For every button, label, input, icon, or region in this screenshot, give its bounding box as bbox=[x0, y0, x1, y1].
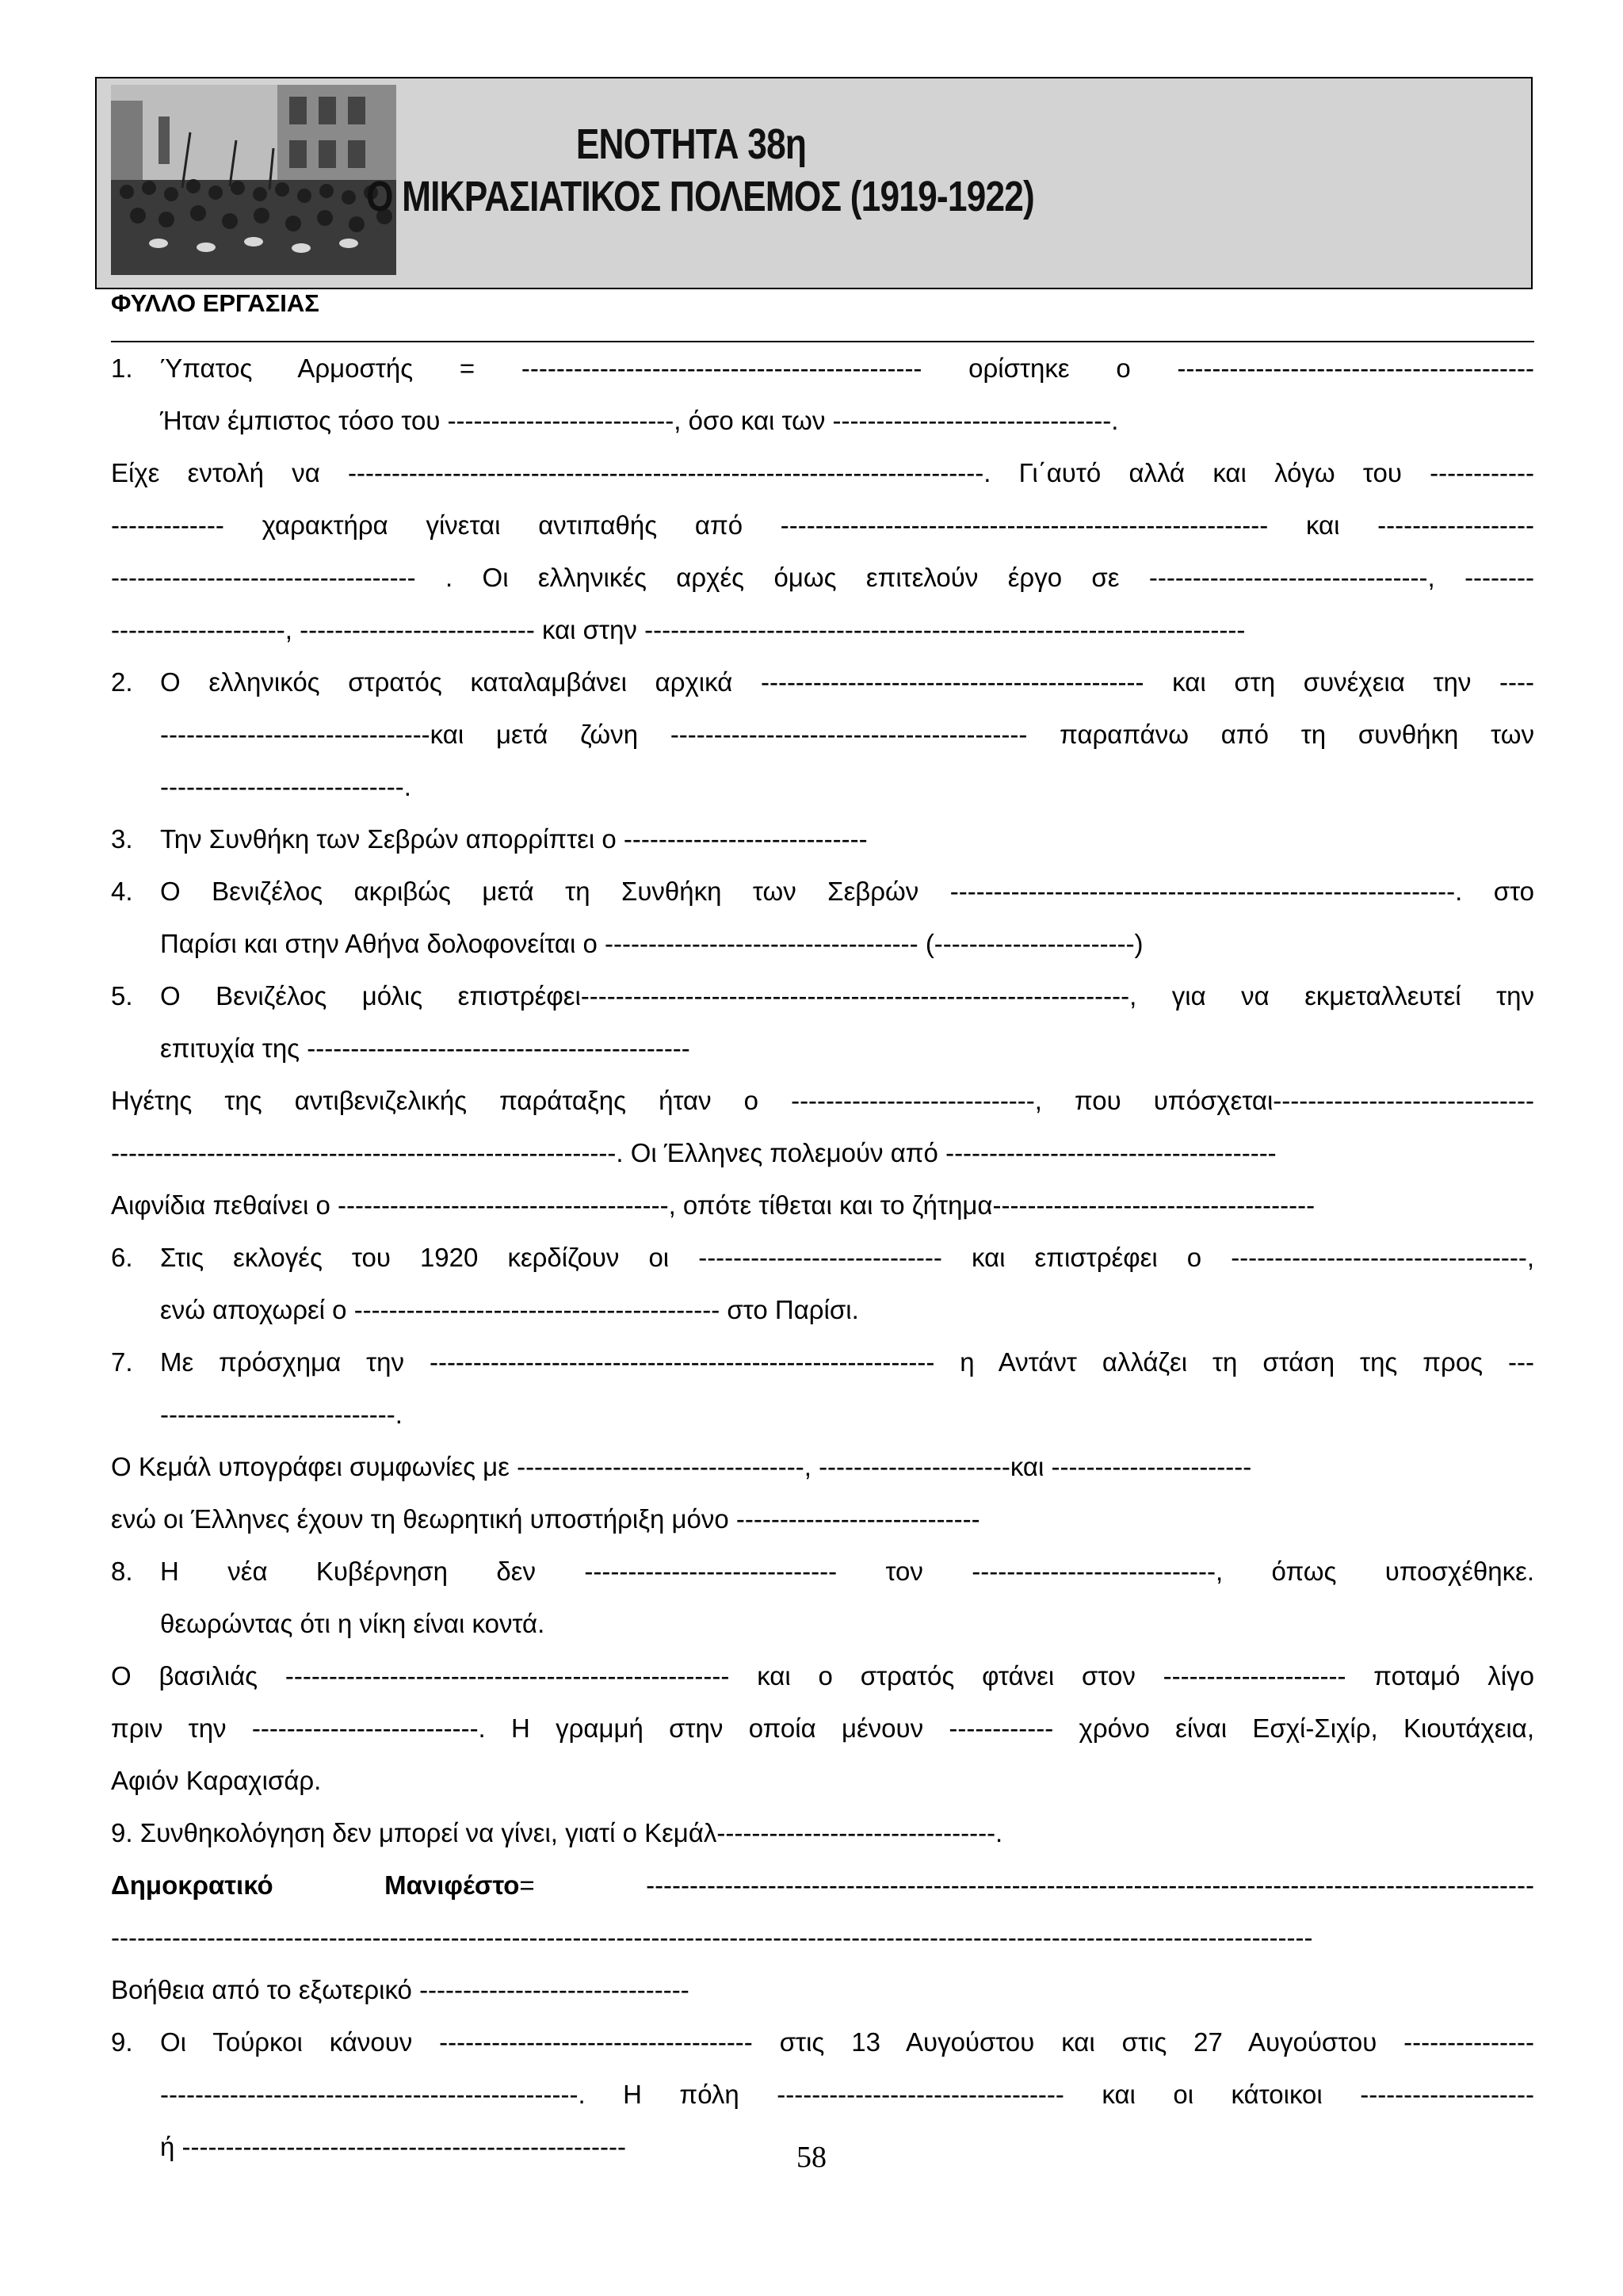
worksheet-line bbox=[111, 1389, 1534, 1441]
worksheet-line bbox=[111, 1232, 1534, 1284]
worksheet-line bbox=[111, 447, 1534, 499]
line-text: --------------------, --------------------------- και στην --------------------------------------------------------------------- bbox=[111, 615, 1246, 644]
worksheet-line bbox=[111, 1022, 1534, 1075]
line-text: Ήταν έμπιστος τόσο του --------------------------, όσο και των --------------------------------. bbox=[160, 406, 1119, 435]
line-text: Με πρόσχημα την ---------------------------------------------------------- η Αντάντ αλλάζει τη στάση της προς --- bbox=[160, 1347, 1534, 1377]
worksheet-line bbox=[111, 2069, 1534, 2121]
item-number: 8. bbox=[111, 1557, 133, 1586]
header-box bbox=[95, 77, 1533, 289]
worksheet-line bbox=[111, 499, 1534, 552]
historical-crowd-photo bbox=[111, 85, 396, 275]
unit-title bbox=[366, 118, 1034, 223]
line-text: 9. Συνθηκολόγηση δεν μπορεί να γίνει, γιατί ο Κεμάλ--------------------------------. bbox=[111, 1818, 1003, 1847]
line-text: πριν την --------------------------. Η γραμμή στην οποία μένουν ------------ χρόνο είναι Εσχί-Σιχίρ, Κιουτάχεια, bbox=[111, 1713, 1534, 1743]
worksheet-line bbox=[111, 1127, 1534, 1179]
worksheet-line bbox=[111, 2016, 1534, 2069]
worksheet-line bbox=[111, 1755, 1534, 1807]
line-text: Οι Τούρκοι κάνουν ------------------------------------ στις 13 Αυγούστου και στις 27 Αυγούστου --------------- bbox=[160, 2027, 1534, 2057]
item-number: 2. bbox=[111, 667, 133, 697]
line-text: Ηγέτης της αντιβενιζελικής παράταξης ήταν ο ----------------------------, που υπόσχεται------------------------------ bbox=[111, 1086, 1534, 1115]
line-text: ή --------------------------------------------------- bbox=[160, 2132, 626, 2161]
worksheet-line bbox=[111, 342, 1534, 395]
worksheet-line bbox=[111, 1807, 1534, 1859]
worksheet-line bbox=[111, 1336, 1534, 1389]
line-text: ενώ αποχωρεί ο ------------------------------------------ στο Παρίσι. bbox=[160, 1295, 859, 1324]
worksheet-line bbox=[111, 1441, 1534, 1493]
line-text: Ο ελληνικός στρατός καταλαμβάνει αρχικά -------------------------------------------- και στη συνέχεια την ---- bbox=[160, 667, 1534, 697]
line-text: Στις εκλογές του 1920 κερδίζουν οι ---------------------------- και επιστρέφει ο ----------------------------------, bbox=[160, 1243, 1534, 1272]
worksheet-line bbox=[111, 395, 1534, 447]
bold-term: Δημοκρατικό Μανιφέστο bbox=[111, 1870, 520, 1900]
worksheet-line bbox=[111, 1598, 1534, 1650]
line-text: ------------------------------------------------. Η πόλη --------------------------------- και οι κάτοικοι -------------------- bbox=[160, 2080, 1534, 2109]
worksheet-line bbox=[111, 1650, 1534, 1702]
worksheet-line bbox=[111, 656, 1534, 709]
worksheet-line bbox=[111, 813, 1534, 865]
line-text: Την Συνθήκη των Σεβρών απορρίπτει ο ---------------------------- bbox=[160, 824, 868, 854]
line-text: Αφιόν Καραχισάρ. bbox=[111, 1766, 322, 1795]
crowd-photo-illustration bbox=[111, 85, 396, 275]
worksheet-line bbox=[111, 552, 1534, 604]
line-text: ----------------------------. bbox=[160, 772, 411, 801]
line-text: ------------- χαρακτήρα γίνεται αντιπαθής από -------------------------------------------------------- και ------------------ bbox=[111, 510, 1534, 540]
item-number: 7. bbox=[111, 1347, 133, 1377]
line-text: Είχε εντολή να -------------------------------------------------------------------------. Γι΄αυτό αλλά και λόγω του ------------ bbox=[111, 458, 1534, 487]
line-text: Η νέα Κυβέρνηση δεν ----------------------------- τον ----------------------------, όπως υποσχέθηκε. bbox=[160, 1557, 1534, 1586]
worksheet-line bbox=[111, 970, 1534, 1022]
worksheet-line bbox=[111, 709, 1534, 761]
line-text: ----------------------------------- . Οι ελληνικές αρχές όμως επιτελούν έργο σε --------------------------------, -------- bbox=[111, 563, 1534, 592]
item-number: 4. bbox=[111, 877, 133, 906]
worksheet-line bbox=[111, 761, 1534, 813]
worksheet-line bbox=[111, 1545, 1534, 1598]
line-text: θεωρώντας ότι η νίκη είναι κοντά. bbox=[160, 1609, 545, 1638]
worksheet-body bbox=[111, 342, 1534, 2173]
unit-title-line-1: ΕΝΟΤΗΤΑ 38η bbox=[575, 120, 807, 168]
line-text: -------------------------------και μετά ζώνη ----------------------------------------- παραπάνω από τη συνθήκη των bbox=[160, 720, 1534, 749]
item-number: 9. bbox=[111, 2027, 133, 2057]
line-text: Βοήθεια από το εξωτερικό ------------------------------- bbox=[111, 1975, 689, 2004]
worksheet-line bbox=[111, 1075, 1534, 1127]
worksheet-line bbox=[111, 865, 1534, 918]
item-number: 3. bbox=[111, 824, 133, 854]
worksheet-line bbox=[111, 604, 1534, 656]
line-text: ---------------------------. bbox=[160, 1400, 403, 1429]
worksheet-label: ΦΥΛΛΟ ΕΡΓΑΣΙΑΣ bbox=[111, 289, 319, 317]
line-text: Αιφνίδια πεθαίνει ο --------------------------------------, οπότε τίθεται και το ζήτημα------------------------------------- bbox=[111, 1190, 1316, 1220]
worksheet-line bbox=[111, 1493, 1534, 1545]
line-text: ενώ οι Έλληνες έχουν τη θεωρητική υποστήριξη μόνο ---------------------------- bbox=[111, 1504, 980, 1534]
line-text: Ο Κεμάλ υπογράφει συμφωνίες με ---------------------------------, ----------------------και ----------------------- bbox=[111, 1452, 1252, 1481]
unit-title-line-2: Ο ΜΙΚΡΑΣΙΑΤΙΚΟΣ ΠΟΛΕΜΟΣ (1919-1922) bbox=[366, 173, 1034, 220]
worksheet-line bbox=[111, 918, 1534, 970]
worksheet-line bbox=[111, 1702, 1534, 1755]
item-number: 5. bbox=[111, 981, 133, 1010]
worksheet-line bbox=[111, 1912, 1534, 1964]
line-text: Ο Βενιζέλος ακριβώς μετά τη Συνθήκη των Σεβρών ----------------------------------------------------------. στο bbox=[160, 877, 1534, 906]
line-text: Παρίσι και στην Αθήνα δολοφονείται ο ------------------------------------ (-----------------------) bbox=[160, 929, 1144, 958]
line-text: επιτυχία της -------------------------------------------- bbox=[160, 1033, 690, 1063]
worksheet-line bbox=[111, 1179, 1534, 1232]
worksheet-line bbox=[111, 1964, 1534, 2016]
item-number: 6. bbox=[111, 1243, 133, 1272]
line-text: Ύπατος Αρμοστής = ---------------------------------------------- ορίστηκε ο ----------------------------------------- bbox=[160, 353, 1534, 383]
worksheet-line bbox=[111, 1284, 1534, 1336]
line-text: = ------------------------------------------------------------------------------------------------------ bbox=[519, 1870, 1534, 1900]
worksheet-line bbox=[111, 1859, 1534, 1912]
page-number: 58 bbox=[796, 2141, 827, 2174]
item-number: 1. bbox=[111, 353, 133, 383]
line-text: Ο Βενιζέλος μόλις επιστρέφει---------------------------------------------------------------, για να εκμεταλλευτεί την bbox=[160, 981, 1534, 1010]
line-text: ----------------------------------------------------------. Οι Έλληνες πολεμούν από -------------------------------------- bbox=[111, 1138, 1277, 1167]
line-text: ------------------------------------------------------------------------------------------------------------------------------------------ bbox=[111, 1923, 1313, 1952]
line-text: Ο βασιλιάς --------------------------------------------------- και ο στρατός φτάνει στον --------------------- ποταμό λίγο bbox=[111, 1661, 1534, 1690]
